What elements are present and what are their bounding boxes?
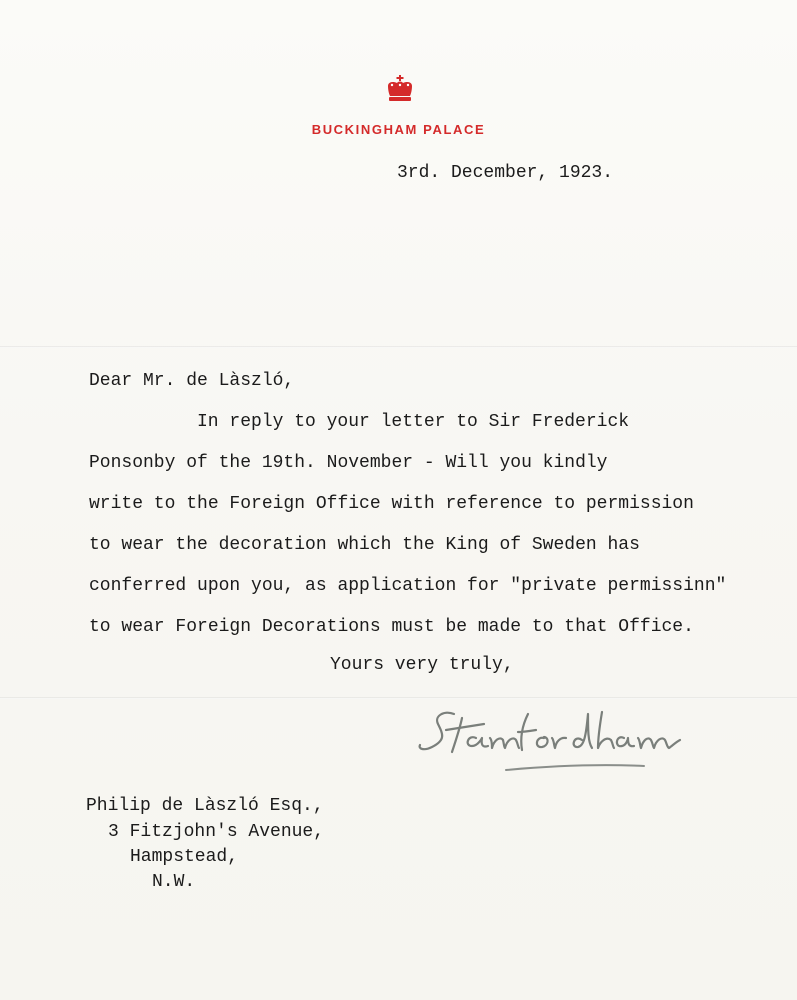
- address-line: Hampstead,: [130, 847, 239, 867]
- body-line: conferred upon you, as application for "private permissinn": [89, 576, 727, 596]
- paper-fold: [0, 697, 797, 699]
- royal-crown-icon: [383, 74, 417, 108]
- body-line: Ponsonby of the 19th. November - Will you kindly: [89, 453, 608, 473]
- letter-date: 3rd. December, 1923.: [397, 163, 614, 183]
- letterhead-title: BUCKINGHAM PALACE: [311, 122, 486, 137]
- paper-fold: [0, 346, 797, 348]
- address-line: N.W.: [152, 872, 196, 892]
- salutation: Dear Mr. de Làszló,: [89, 371, 295, 391]
- body-line: write to the Foreign Office with reference to permission: [89, 494, 694, 514]
- body-line: to wear Foreign Decorations must be made to that Office.: [89, 617, 694, 637]
- address-line: 3 Fitzjohn's Avenue,: [108, 822, 325, 842]
- body-line: In reply to your letter to Sir Frederick: [197, 412, 630, 432]
- closing: Yours very truly,: [330, 655, 514, 675]
- signature-image: [410, 700, 700, 790]
- body-line: to wear the decoration which the King of Sweden has: [89, 535, 640, 555]
- address-line: Philip de Làszló Esq.,: [86, 796, 324, 816]
